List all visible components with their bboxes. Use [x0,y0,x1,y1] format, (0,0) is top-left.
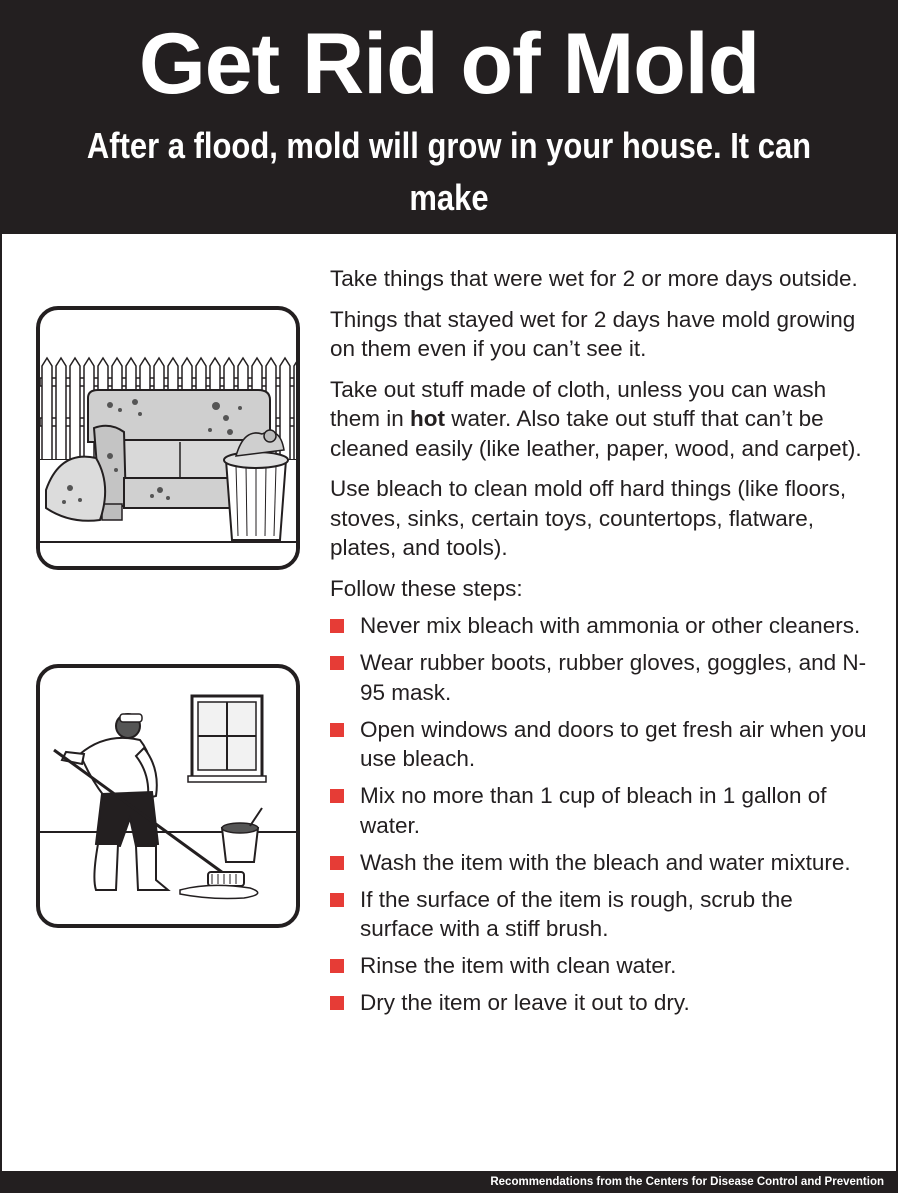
scrubbing-floor-drawing [40,668,296,924]
step-text: Wear rubber boots, rubber gloves, goggles, and N-95 mask. [360,650,867,705]
step-item [330,648,870,707]
red-square-bullet-icon [330,856,344,870]
step-text: If the surface of the item is rough, scrub the surface with a stiff brush. [360,886,793,941]
moldy-furniture-illustration [36,306,300,570]
paragraph-cloth-items [330,375,870,464]
step-item [330,885,870,944]
red-square-bullet-icon [330,893,344,907]
steps-intro: Follow these steps: [330,575,523,601]
header-banner [2,0,896,270]
main-content [330,264,870,1025]
step-text: Mix no more than 1 cup of bleach in 1 gallon of water. [360,783,827,838]
steps-list [330,611,870,1018]
step-text: Rinse the item with clean water. [360,953,677,978]
red-square-bullet-icon [330,619,344,633]
step-text: Open windows and doors to get fresh air when you use bleach. [360,716,867,771]
step-item [330,611,870,641]
page-subtitle [73,120,825,276]
step-item [330,781,870,840]
red-square-bullet-icon [330,656,344,670]
cloth-text-end: water. Also take out stuff that can’t be cleaned easily (like leather, paper, wood, and carpet). [330,406,862,461]
hot-emphasis: hot [410,406,446,431]
paragraph-mold-growing: Things that stayed wet for 2 days have mold growing on them even if you can’t see it. [330,306,856,361]
page-title: Get Rid of Mold [138,16,760,112]
fence-picket [42,358,52,460]
step-item [330,848,870,878]
fence-picket [70,358,80,460]
scrubbing-floor-illustration [36,664,300,928]
red-square-bullet-icon [330,789,344,803]
subtitle-line-1: After a flood, mold will grow in your house. It can make [86,125,812,218]
fence-picket [294,358,296,460]
step-text: Never mix bleach with ammonia or other cleaners. [360,613,861,638]
moldy-furniture-drawing [40,310,296,566]
red-square-bullet-icon [330,959,344,973]
red-square-bullet-icon [330,723,344,737]
cloth-text-start: Take out stuff made of cloth, unless you can wash them in [330,376,827,431]
subtitle-line-2: you sick. You will need to clean your house. [126,229,772,270]
paragraph-bleach-hard-things: Use bleach to clean mold off hard things (like floors, stoves, sinks, certain toys, countertops, flatware, plates, and tools). [330,476,847,560]
step-item [330,988,870,1018]
fence-picket [56,358,66,460]
step-item [330,715,870,774]
step-text: Dry the item or leave it out to dry. [360,990,690,1015]
step-text: Wash the item with the bleach and water mixture. [360,849,851,875]
paragraph-take-outside: Take things that were wet for 2 or more days outside. [330,266,858,291]
step-item [330,951,870,981]
footer-credit: Recommendations from the Centers for Disease Control and Prevention [2,1171,896,1193]
red-square-bullet-icon [330,996,344,1010]
